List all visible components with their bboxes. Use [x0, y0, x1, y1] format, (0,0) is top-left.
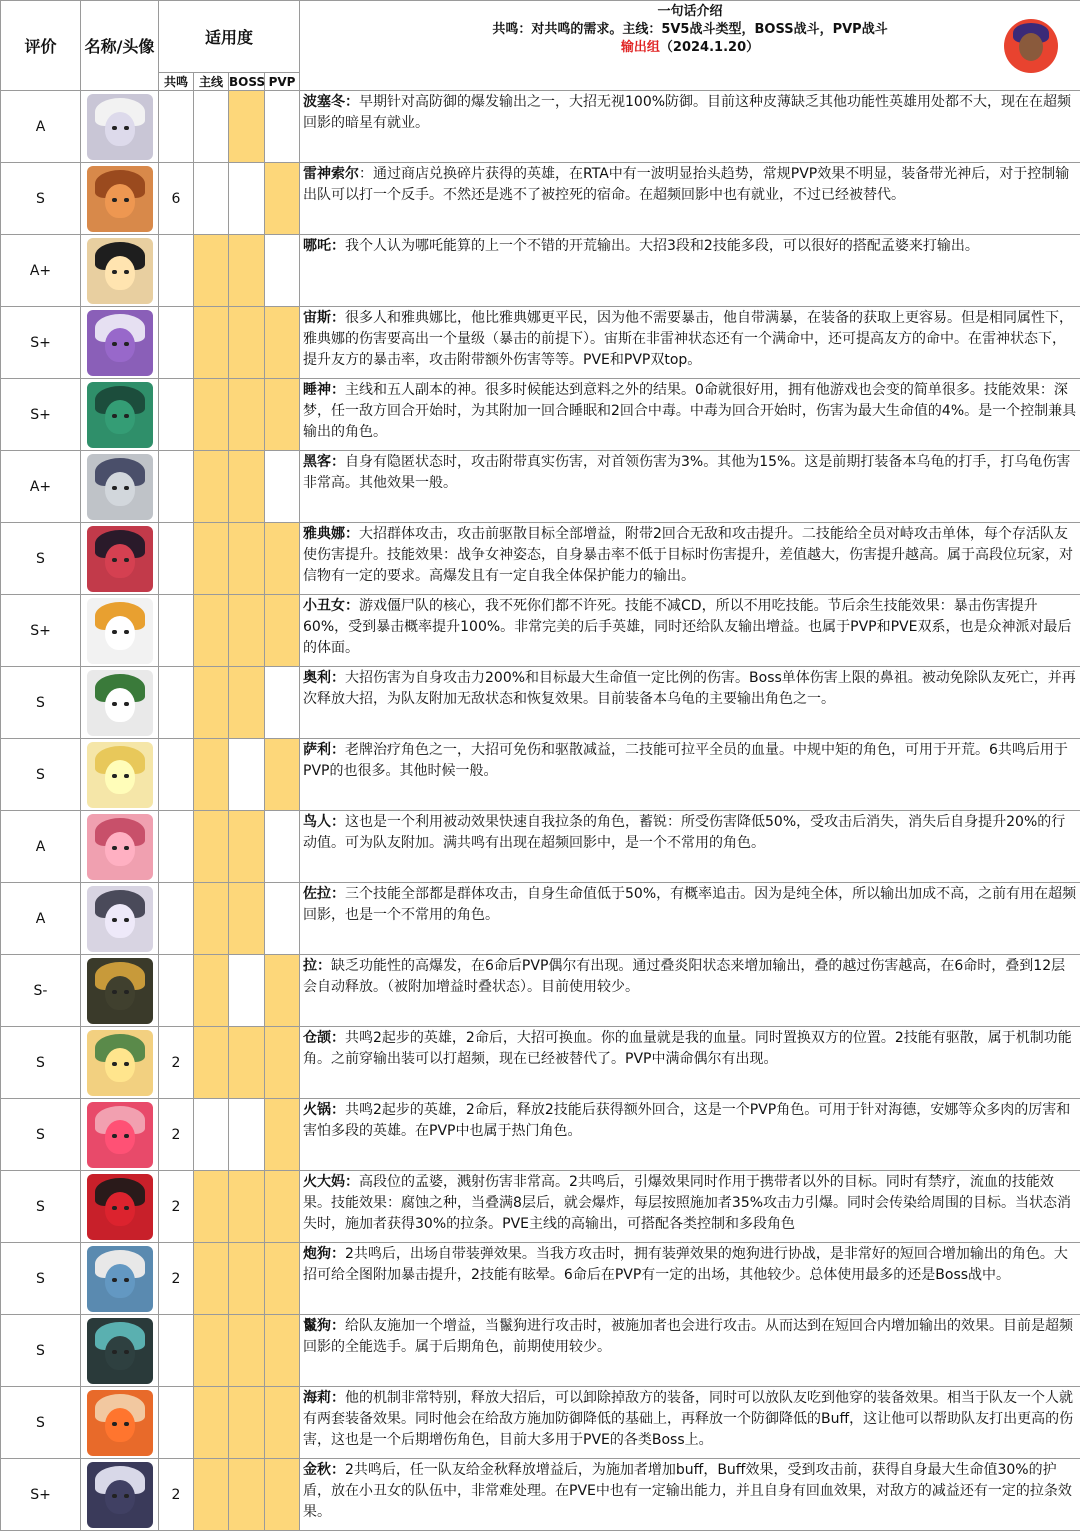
- hero-description: [300, 955, 1080, 1027]
- hero-name: 火大妈：: [303, 1174, 359, 1190]
- boss-cell: [229, 91, 265, 163]
- hero-row: [1, 307, 1080, 379]
- grade-cell: S-: [1, 955, 81, 1027]
- boss-cell: [229, 1027, 265, 1099]
- grade-cell: S: [1, 163, 81, 235]
- hero-description: [300, 91, 1080, 163]
- hero-text: 缺乏功能性的高爆发，在6命后PVP偶尔有出现。通过叠炎阳状态来增加输出，叠的越过伤害越高，在6命时，叠到12层会自动释放。（被附加增益时叠状态）。目前使用较少。: [303, 958, 1065, 995]
- subcol-resonance: 共鸣: [159, 73, 194, 91]
- pvp-cell: [265, 163, 300, 235]
- grade-cell: S+: [1, 307, 81, 379]
- hero-description: [300, 1099, 1080, 1171]
- resonance-cell: 6: [159, 163, 194, 235]
- hero-text: 2共鸣后，出场自带装弹效果。当我方攻击时，拥有装弹效果的炮狗进行协战，是非常好的短回合增加输出的角色。大招可给全图附加暴击提升，2技能有眩晕。6命后在PVP有一定的出场，其他较少。总体使用最多的还是Boss战中。: [303, 1246, 1068, 1283]
- grade-cell: S+: [1, 1459, 81, 1531]
- main-cell: [194, 667, 229, 739]
- hero-row: [1, 163, 1080, 235]
- pvp-cell: [265, 1027, 300, 1099]
- pvp-cell: [265, 955, 300, 1027]
- hero-avatar: [87, 1030, 153, 1096]
- hero-row: [1, 1027, 1080, 1099]
- hero-row: [1, 1315, 1080, 1387]
- main-cell: [194, 1099, 229, 1171]
- hero-avatar: [87, 1390, 153, 1456]
- resonance-cell: [159, 451, 194, 523]
- hero-avatar: [87, 310, 153, 376]
- subcol-boss: BOSS: [229, 73, 265, 91]
- description-header: [300, 1, 1080, 91]
- grade-cell: S: [1, 523, 81, 595]
- hero-description: [300, 1387, 1080, 1459]
- resonance-cell: [159, 379, 194, 451]
- pvp-cell: [265, 811, 300, 883]
- hero-text: 老牌治疗角色之一，大招可免伤和驱散减益，二技能可拉平全员的血量。中规中矩的角色，可用于开荒。6共鸣后用于PVP的也很多。其他时候一般。: [303, 742, 1068, 779]
- hero-name: 雅典娜：: [303, 526, 359, 542]
- grade-cell: S: [1, 1315, 81, 1387]
- hero-name: 炮狗：: [303, 1246, 345, 1262]
- hero-name: 海莉：: [303, 1390, 345, 1406]
- pvp-cell: [265, 379, 300, 451]
- boss-cell: [229, 1099, 265, 1171]
- resonance-cell: [159, 883, 194, 955]
- hero-row: [1, 811, 1080, 883]
- boss-cell: [229, 667, 265, 739]
- grade-cell: A: [1, 91, 81, 163]
- hero-description: [300, 307, 1080, 379]
- pvp-cell: [265, 307, 300, 379]
- grade-cell: S: [1, 1387, 81, 1459]
- boss-cell: [229, 595, 265, 667]
- hero-text: 高段位的孟婆，溅射伤害非常高。2共鸣后，引爆效果同时作用于携带者以外的目标。同时有禁疗，流血的技能效果。技能效果：腐蚀之种，当叠满8层后，就会爆炸，每层按照施加者35%攻击力引爆。同时会传染给周围的目标。当状态消失时，施加者获得30%的拉条。PVE主线的高输出，可搭配各类控制和多段角色: [303, 1174, 1071, 1232]
- resonance-cell: [159, 739, 194, 811]
- hero-name: 萨利：: [303, 742, 345, 758]
- grade-cell: A+: [1, 451, 81, 523]
- hero-name: 火锅：: [303, 1102, 345, 1118]
- grade-cell: S: [1, 667, 81, 739]
- main-cell: [194, 1243, 229, 1315]
- hero-text: 大招群体攻击，攻击前驱散目标全部增益，附带2回合无敌和攻击提升。二技能给全员对峙攻击单体，每个存活队友使伤害提升。技能效果：战争女神姿态，自身暴击率不低于目标时伤害提升，差值越大，伤害提升越高。属于高段位玩家，对信物有一定的要求。高爆发且有一定自我全体保护能力的输出。: [303, 526, 1073, 584]
- main-cell: [194, 451, 229, 523]
- hero-name: 黑客：: [303, 454, 345, 470]
- suitability-header: 适用度: [159, 1, 300, 73]
- hero-text: 早期针对高防御的爆发输出之一，大招无视100%防御。目前这种皮薄缺乏其他功能性英雄用处都不大，现在在超频回影的暗星有就业。: [303, 94, 1071, 131]
- hero-row: [1, 91, 1080, 163]
- hero-name: 佐拉：: [303, 886, 345, 902]
- hero-text: ：通过商店兑换碎片获得的英雄，在RTA中有一波明显抬头趋势，常规PVP效果不明显，装备带光神后，对于控制输出队可以打一个反手。不然还是逃不了被控死的宿命。在超频回影中也有就业，不过已经被替代。: [303, 166, 1069, 203]
- grade-cell: S: [1, 1171, 81, 1243]
- hero-name: 仓颉：: [303, 1030, 345, 1046]
- pvp-cell: [265, 1171, 300, 1243]
- hero-row: [1, 235, 1080, 307]
- grade-cell: A: [1, 883, 81, 955]
- hero-row: [1, 1099, 1080, 1171]
- grade-cell: S+: [1, 595, 81, 667]
- hero-description: [300, 523, 1080, 595]
- main-cell: [194, 1027, 229, 1099]
- hero-text: 三个技能全部都是群体攻击，自身生命值低于50%，有概率追击。因为是纯全体，所以输出加成不高，之前有用在超频回影，也是一个不常用的角色。: [303, 886, 1076, 923]
- boss-cell: [229, 451, 265, 523]
- hero-description: [300, 379, 1080, 451]
- boss-cell: [229, 163, 265, 235]
- hero-name: 小丑女：: [303, 598, 359, 614]
- hero-text: 给队友施加一个增益，当鬣狗进行攻击时，被施加者也会进行攻击。从而达到在短回合内增加输出的效果。目前是超频回影的全能选手。属于后期角色，前期使用较少。: [303, 1318, 1073, 1355]
- boss-cell: [229, 523, 265, 595]
- hero-row: [1, 1387, 1080, 1459]
- hero-avatar: [87, 238, 153, 304]
- main-cell: [194, 811, 229, 883]
- boss-cell: [229, 811, 265, 883]
- hero-name: 金秋：: [303, 1462, 345, 1478]
- hero-text: 游戏僵尸队的核心，我不死你们都不许死。技能不减CD，所以不用吃技能。节后余生技能效果：暴击伤害提升60%，受到暴击概率提升100%。非常完美的后手英雄，同时还给队友输出增益。也属于PVP和PVE双系，也是众神派对最后的体面。: [303, 598, 1071, 656]
- resonance-cell: 2: [159, 1027, 194, 1099]
- boss-cell: [229, 955, 265, 1027]
- hero-row: [1, 1171, 1080, 1243]
- hero-avatar: [87, 454, 153, 520]
- boss-cell: [229, 1315, 265, 1387]
- hero-row: [1, 595, 1080, 667]
- group-line: [300, 39, 1080, 57]
- grade-cell: A: [1, 811, 81, 883]
- pvp-cell: [265, 451, 300, 523]
- date-label: （2024.1.20）: [660, 40, 759, 55]
- grade-cell: S: [1, 1027, 81, 1099]
- hero-avatar: [87, 382, 153, 448]
- main-cell: [194, 379, 229, 451]
- resonance-cell: 2: [159, 1171, 194, 1243]
- hero-text: 很多人和雅典娜比，他比雅典娜更平民，因为他不需要暴击，他自带满暴，在装备的获取上更容易。但是相同属性下，雅典娜的伤害要高出一个量级（暴击的前提下）。宙斯在非雷神状态还有一个满命中，还可提高友方的命中。在雷神状态下，提升友方的暴击率，攻击附带额外伤害等等。PVE和PVP双top。: [303, 310, 1073, 368]
- grade-cell: A+: [1, 235, 81, 307]
- hero-avatar: [87, 742, 153, 808]
- hero-name: 宙斯：: [303, 310, 345, 326]
- hero-name: 波塞冬：: [303, 94, 359, 110]
- main-cell: [194, 91, 229, 163]
- hero-description: [300, 1243, 1080, 1315]
- boss-cell: [229, 739, 265, 811]
- hero-avatar: [87, 958, 153, 1024]
- resonance-cell: [159, 811, 194, 883]
- hero-avatar: [87, 1102, 153, 1168]
- hero-avatar: [87, 1174, 153, 1240]
- hero-row: [1, 1243, 1080, 1315]
- hero-text: 2共鸣后，任一队友给金秋释放增益后，为施加者增加buff，Buff效果，受到攻击前，获得自身最大生命值30%的护盾，放在小丑女的队伍中，非常难处理。在PVE中也有一定输出能力，并且自身有回血效果，对敌方的减益还有一定的拉条效果。: [303, 1462, 1072, 1520]
- hero-avatar: [87, 1462, 153, 1528]
- main-cell: [194, 523, 229, 595]
- main-cell: [194, 883, 229, 955]
- hero-description: [300, 595, 1080, 667]
- grade-header: 评价: [1, 1, 81, 91]
- subcol-pvp: PVP: [265, 73, 300, 91]
- main-cell: [194, 739, 229, 811]
- hero-text: 自身有隐匿状态时，攻击附带真实伤害，对首领伤害为3%。其他为15%。这是前期打装备本乌龟的打手，打乌龟伤害非常高。其他效果一般。: [303, 454, 1070, 491]
- hero-name: 雷神索尔: [303, 166, 359, 182]
- boss-cell: [229, 1243, 265, 1315]
- hero-text: 主线和五人副本的神。很多时候能达到意料之外的结果。0命就很好用，拥有他游戏也会变的简单很多。技能效果：深梦，任一敌方回合开始时，为其附加一回合睡眠和2回合中毒。中毒为回合开始时，伤害为最大生命值的4%。是一个控制兼具输出的角色。: [303, 382, 1076, 440]
- hero-description: [300, 1315, 1080, 1387]
- name-header: 名称/头像: [81, 1, 159, 91]
- hero-name: 奥利：: [303, 670, 345, 686]
- resonance-cell: [159, 1387, 194, 1459]
- group-label: 输出组: [621, 40, 660, 55]
- hero-description: [300, 811, 1080, 883]
- author-avatar: [1004, 19, 1058, 73]
- boss-cell: [229, 883, 265, 955]
- hero-row: [1, 955, 1080, 1027]
- hero-description: [300, 451, 1080, 523]
- main-cell: [194, 307, 229, 379]
- subcol-main: 主线: [194, 73, 229, 91]
- hero-name: 鬣狗：: [303, 1318, 345, 1334]
- pvp-cell: [265, 1099, 300, 1171]
- main-cell: [194, 1315, 229, 1387]
- hero-description: [300, 667, 1080, 739]
- pvp-cell: [265, 235, 300, 307]
- hero-avatar: [87, 1246, 153, 1312]
- resonance-cell: [159, 595, 194, 667]
- hero-text: 我个人认为哪吒能算的上一个不错的开荒输出。大招3段和2技能多段，可以很好的搭配孟婆来打输出。: [345, 238, 979, 254]
- hero-text: 这也是一个利用被动效果快速自我拉条的角色，蓄锐：所受伤害降低50%，受攻击后消失，消失后自身提升20%的行动值。可为队友附加。满共鸣有出现在超频回影中，是一个不常用的角色。: [303, 814, 1065, 851]
- boss-cell: [229, 1171, 265, 1243]
- hero-avatar: [87, 526, 153, 592]
- grade-cell: S+: [1, 379, 81, 451]
- hero-row: [1, 379, 1080, 451]
- hero-description: [300, 739, 1080, 811]
- grade-cell: S: [1, 1243, 81, 1315]
- pvp-cell: [265, 667, 300, 739]
- hero-text: 他的机制非常特别，释放大招后，可以卸除掉敌方的装备，同时可以放队友吃到他穿的装备效果。相当于队友一个人就有两套装备效果。同时他会在给敌方施加防御降低的基础上，再释放一个防御降低的Buff，这让他可以帮助队友打出更高的伤害，这也是一个后期增伤角色，目前大多用于PVE的各类Boss上。: [303, 1390, 1073, 1448]
- desc-legend: 共鸣：对共鸣的需求。主线：5V5战斗类型，BOSS战斗，PVP战斗: [300, 21, 1080, 39]
- hero-avatar: [87, 94, 153, 160]
- main-cell: [194, 955, 229, 1027]
- hero-avatar: [87, 814, 153, 880]
- pvp-cell: [265, 1243, 300, 1315]
- resonance-cell: [159, 91, 194, 163]
- hero-description: [300, 883, 1080, 955]
- hero-avatar: [87, 1318, 153, 1384]
- resonance-cell: [159, 307, 194, 379]
- boss-cell: [229, 307, 265, 379]
- hero-row: [1, 739, 1080, 811]
- hero-description: [300, 1171, 1080, 1243]
- hero-name: 睡神：: [303, 382, 345, 398]
- resonance-cell: [159, 1315, 194, 1387]
- main-cell: [194, 163, 229, 235]
- main-cell: [194, 1387, 229, 1459]
- pvp-cell: [265, 739, 300, 811]
- pvp-cell: [265, 883, 300, 955]
- resonance-cell: [159, 235, 194, 307]
- pvp-cell: [265, 595, 300, 667]
- hero-avatar: [87, 886, 153, 952]
- resonance-cell: [159, 667, 194, 739]
- boss-cell: [229, 1387, 265, 1459]
- grade-cell: S: [1, 739, 81, 811]
- hero-row: [1, 523, 1080, 595]
- resonance-cell: 2: [159, 1099, 194, 1171]
- resonance-cell: [159, 955, 194, 1027]
- hero-description: [300, 163, 1080, 235]
- pvp-cell: [265, 91, 300, 163]
- main-cell: [194, 1171, 229, 1243]
- hero-name: 哪吒：: [303, 238, 345, 254]
- hero-text: 共鸣2起步的英雄，2命后，大招可换血。你的血量就是我的血量。同时置换双方的位置。2技能有驱散，属于机制功能角。之前穿输出装可以打超频，现在已经被替代了。PVP中满命偶尔有出现。: [303, 1030, 1072, 1067]
- desc-title: 一句话介绍: [300, 3, 1080, 21]
- pvp-cell: [265, 1315, 300, 1387]
- hero-name: 鸟人：: [303, 814, 345, 830]
- hero-row: [1, 883, 1080, 955]
- main-cell: [194, 235, 229, 307]
- hero-avatar: [87, 166, 153, 232]
- hero-row: [1, 451, 1080, 523]
- hero-text: 共鸣2起步的英雄，2命后，释放2技能后获得额外回合，这是一个PVP角色。可用于针对海德，安娜等众多肉的厉害和害怕多段的英雄。在PVP中也属于热门角色。: [303, 1102, 1070, 1139]
- boss-cell: [229, 379, 265, 451]
- hero-description: [300, 1027, 1080, 1099]
- hero-description: [300, 235, 1080, 307]
- pvp-cell: [265, 523, 300, 595]
- hero-row: [1, 667, 1080, 739]
- grade-cell: S: [1, 1099, 81, 1171]
- hero-text: 大招伤害为自身攻击力200%和目标最大生命值一定比例的伤害。Boss单体伤害上限的鼻祖。被动免除队友死亡，并再次释放大招，为队友附加无敌状态和恢复效果。目前装备本乌龟的主要输出角色之一。: [303, 670, 1076, 707]
- resonance-cell: [159, 523, 194, 595]
- resonance-cell: 2: [159, 1459, 194, 1531]
- hero-name: 拉：: [303, 958, 331, 974]
- pvp-cell: [265, 1387, 300, 1459]
- resonance-cell: 2: [159, 1243, 194, 1315]
- hero-avatar: [87, 670, 153, 736]
- boss-cell: [229, 235, 265, 307]
- hero-avatar: [87, 598, 153, 664]
- main-cell: [194, 595, 229, 667]
